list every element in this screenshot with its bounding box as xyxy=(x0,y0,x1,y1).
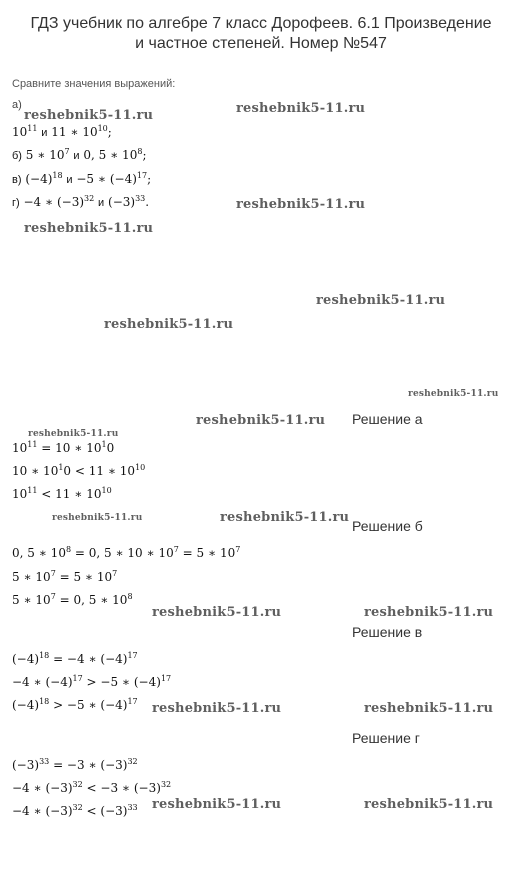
watermark: reshebnik5-11.ru xyxy=(28,429,119,439)
solution-a-heading: Решение а xyxy=(352,411,423,427)
solution-b-line-2: 5 ∗ $10^7 = 5$ ∗ $10^7$ xyxy=(12,569,118,584)
solution-b-heading: Решение б xyxy=(352,518,423,534)
solution-g-heading: Решение г xyxy=(352,730,420,746)
solution-a-line-1: $10^{11} = 10$ ∗ $10^10$ xyxy=(12,440,115,455)
watermark: reshebnik5-11.ru xyxy=(364,797,494,812)
watermark: reshebnik5-11.ru xyxy=(236,101,366,116)
task-item-v: в) $(-4)^{18}$ и −5 ∗ $(-4)^{17}$; xyxy=(12,171,152,186)
watermark: reshebnik5-11.ru xyxy=(152,797,282,812)
task-item-a: $10^{11}$ и 11 ∗ $10^{10}$; xyxy=(12,124,112,139)
watermark: reshebnik5-11.ru xyxy=(364,701,494,716)
watermark: reshebnik5-11.ru xyxy=(24,108,154,123)
task-item-g: г) −4 ∗ $(-3)^{32}$ и $(-3)^{33}$. xyxy=(12,194,150,209)
watermark: reshebnik5-11.ru xyxy=(220,510,350,525)
watermark: reshebnik5-11.ru xyxy=(152,605,282,620)
task-item-b: б) 5 ∗ $10^7$ и 0, 5 ∗ $10^8$; xyxy=(12,147,147,162)
solution-v-line-3: $(-4)^{18} > -5$ ∗ $(-4)^{17}$ xyxy=(12,697,138,712)
watermark: reshebnik5-11.ru xyxy=(364,605,494,620)
watermark: reshebnik5-11.ru xyxy=(196,413,326,428)
watermark: reshebnik5-11.ru xyxy=(104,317,234,332)
task-header: Сравните значения выражений: xyxy=(12,78,176,90)
task-item-a-label: а) xyxy=(12,99,22,111)
solution-g-line-1: $(-3)^{33} = -3$ ∗ $(-3)^{32}$ xyxy=(12,757,138,772)
page-title-line-2: и частное степеней. Номер №547 xyxy=(135,35,387,52)
solution-a-line-3: $10^{11} < 11$ ∗ $10^{10}$ xyxy=(12,486,112,501)
watermark: reshebnik5-11.ru xyxy=(236,197,366,212)
watermark: reshebnik5-11.ru xyxy=(24,221,154,236)
solution-v-line-1: $(-4)^{18} = -4$ ∗ $(-4)^{17}$ xyxy=(12,651,138,666)
solution-a-line-2: 10 ∗ $10^10 < 11$ ∗ $10^{10}$ xyxy=(12,463,146,478)
watermark: reshebnik5-11.ru xyxy=(152,701,282,716)
solution-b-line-1: 0, 5 ∗ $10^8 = 0$, 5 ∗ 10 ∗ $10^7 = 5$ ∗ $10^7$ xyxy=(12,545,241,560)
watermark: reshebnik5-11.ru xyxy=(52,513,143,523)
solution-b-line-3: 5 ∗ $10^7 = 0$, 5 ∗ $10^8$ xyxy=(12,592,133,607)
watermark: reshebnik5-11.ru xyxy=(316,293,446,308)
solution-v-heading: Решение в xyxy=(352,624,423,640)
solution-v-line-2: −4 ∗ $(-4)^{17} > -5$ ∗ $(-4)^{17}$ xyxy=(12,674,172,689)
watermark: reshebnik5-11.ru xyxy=(408,389,499,399)
page-title xyxy=(0,14,522,54)
page-title-line-1: ГДЗ учебник по алгебре 7 класс Дорофеев. 6.1 Произведение xyxy=(30,15,492,32)
solution-g-line-3: −4 ∗ $(-3)^{32} < (-3)^{33}$ xyxy=(12,803,138,818)
solution-g-line-2: −4 ∗ $(-3)^{32} < -3$ ∗ $(-3)^{32}$ xyxy=(12,780,172,795)
